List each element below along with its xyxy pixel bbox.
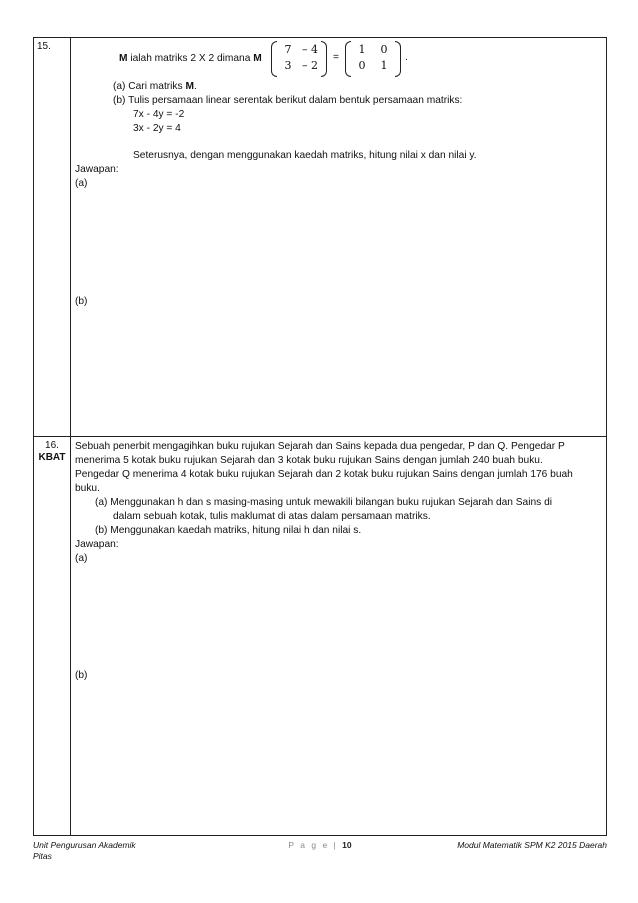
part-a-text <box>113 80 197 94</box>
footer-page-word: P a g e | <box>288 840 338 850</box>
part-a-label: (a) Cari matriks <box>113 81 186 92</box>
question-number-cell <box>34 437 71 836</box>
matrix-b-cell: 1 <box>358 43 366 56</box>
matrix-symbol: M <box>119 53 128 64</box>
problem-line-1: Sebuah penerbit mengagihkan buku rujukan Sejarah dan Sains kepada dua pengedar, P dan Q. Pengedar P <box>75 441 565 452</box>
part-b-text: (b) Menggunakan kaedah matriks, hitung nilai h dan nilai s. <box>95 525 362 536</box>
question-15-body <box>71 38 607 437</box>
answer-b-label: (b) <box>75 670 88 681</box>
equation-2: 3x - 2y = 4 <box>133 123 181 134</box>
problem-line-4: buku. <box>75 483 100 494</box>
matrix-identity <box>345 42 401 74</box>
matrix-a-cell: 3 <box>284 59 292 72</box>
answer-label: Jawapan: <box>75 539 119 550</box>
question-number-cell <box>34 38 71 437</box>
matrix-a <box>271 42 327 74</box>
matrix-a-cell: – 2 <box>302 59 318 72</box>
period: . <box>404 52 408 64</box>
part-a-line-2: dalam sebuah kotak, tulis maklumat di atas dalam persamaan matriks. <box>113 511 431 522</box>
problem-line-3: Pengedar Q menerima 4 kotak buku rujukan Sejarah dan 2 kotak buku rujukan Sains dengan jumlah 176 buah <box>75 469 573 480</box>
problem-line-2: menerima 5 kotak buku rujukan Sejarah dan 3 kotak buku rujukan Sains dengan jumlah 240 buah buku. <box>75 455 543 466</box>
answer-label: Jawapan: <box>75 164 119 175</box>
equation-1: 7x - 4y = -2 <box>133 109 185 120</box>
question-number: 16. <box>45 440 59 451</box>
kbat-tag: KBAT <box>38 452 66 463</box>
part-a-end: . <box>193 81 197 92</box>
part-b-text: (b) Tulis persamaan linear serentak berikut dalam bentuk persamaan matriks: <box>113 95 463 106</box>
footer-page-number: 10 <box>342 840 352 850</box>
answer-a-label: (a) <box>75 553 88 564</box>
footer-left: Unit Pengurusan Akademik Pitas <box>33 840 136 861</box>
equals-sign: = <box>333 52 339 64</box>
matrix-a-cell: – 4 <box>302 43 318 56</box>
footer-right: Modul Matematik SPM K2 2015 Daerah <box>457 840 607 850</box>
matrix-b-cell: 0 <box>380 43 388 56</box>
followup-text: Seterusnya, dengan menggunakan kaedah matriks, hitung nilai x dan nilai y. <box>133 150 477 161</box>
matrix-b-cell: 0 <box>358 59 366 72</box>
answer-b-label: (b) <box>75 296 88 307</box>
matrix-symbol-2: M <box>253 53 262 64</box>
question-16-body <box>71 437 607 836</box>
question-number: 15. <box>37 41 51 52</box>
part-a-bold: M <box>185 81 194 92</box>
matrix-equation <box>271 42 408 74</box>
part-a-line-1: (a) Menggunakan h dan s masing-masing untuk mewakili bilangan buku rujukan Sejarah dan Sains di <box>95 497 553 508</box>
question-16-row <box>34 437 607 836</box>
question-15-row <box>34 38 607 437</box>
intro-line <box>119 52 262 66</box>
question-sheet <box>33 37 607 836</box>
intro-text: ialah matriks 2 X 2 dimana <box>127 53 254 64</box>
matrix-a-cell: 7 <box>284 43 292 56</box>
question-table <box>33 37 607 836</box>
matrix-b-cell: 1 <box>380 59 388 72</box>
answer-a-label: (a) <box>75 178 88 189</box>
